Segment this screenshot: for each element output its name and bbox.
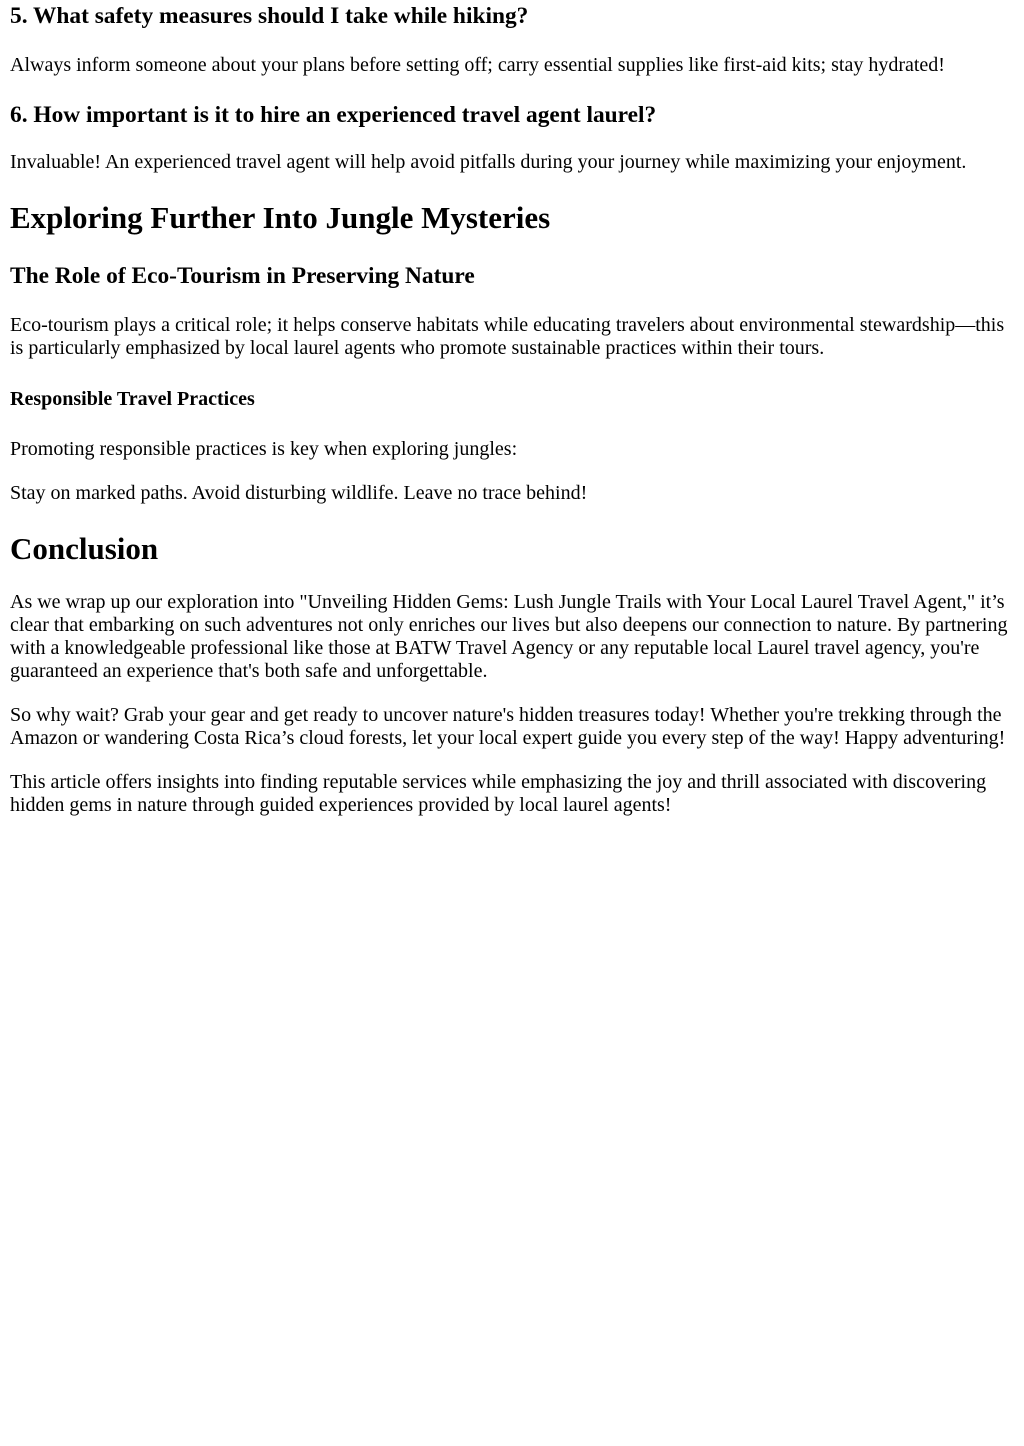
eco-tourism-heading: The Role of Eco-Tourism in Preserving Nature <box>10 263 475 289</box>
eco-tourism-paragraph: Eco-tourism plays a critical role; it helps conserve habitats while educating travelers about environmental stewardship—this is particularly emphasized by local laurel agents who promote sustainable practices within their tours. <box>10 314 1005 359</box>
faq-question-6-answer: Invaluable! An experienced travel agent will help avoid pitfalls during your journey while maximizing your enjoyment. <box>10 151 967 173</box>
exploring-heading: Exploring Further Into Jungle Mysteries <box>10 200 551 235</box>
faq-question-5-answer: Always inform someone about your plans before setting off; carry essential supplies like first-aid kits; stay hydrated! <box>10 54 945 76</box>
responsible-travel-tips: Stay on marked paths. Avoid disturbing wildlife. Leave no trace behind! <box>10 482 588 504</box>
conclusion-heading: Conclusion <box>10 531 159 566</box>
responsible-travel-heading: Responsible Travel Practices <box>10 388 255 410</box>
conclusion-paragraph-1: As we wrap up our exploration into "Unveiling Hidden Gems: Lush Jungle Trails with Your Local Laurel Travel Agent," it’s clear that embarking on such adventures not only enriches our lives but also deepens our connection to nature. By partnering with a knowledgeable professional like those at BATW Travel Agency or any reputable local Laurel travel agency, you're guaranteed an experience that's both safe and unforgettable. <box>10 591 1008 682</box>
faq-question-5-heading: 5. What safety measures should I take while hiking? <box>10 3 529 29</box>
conclusion-paragraph-3: This article offers insights into finding reputable services while emphasizing the joy and thrill associated with discovering hidden gems in nature through guided experiences provided by local laurel agents! <box>10 771 987 816</box>
responsible-travel-intro: Promoting responsible practices is key when exploring jungles: <box>10 438 518 460</box>
conclusion-paragraph-2: So why wait? Grab your gear and get ready to uncover nature's hidden treasures today! Whether you're trekking through the Amazon or wandering Costa Rica’s cloud forests, let your local expert guide you every step of the way! Happy adventuring! <box>10 704 1006 749</box>
faq-question-6-heading: 6. How important is it to hire an experienced travel agent laurel? <box>10 102 657 128</box>
